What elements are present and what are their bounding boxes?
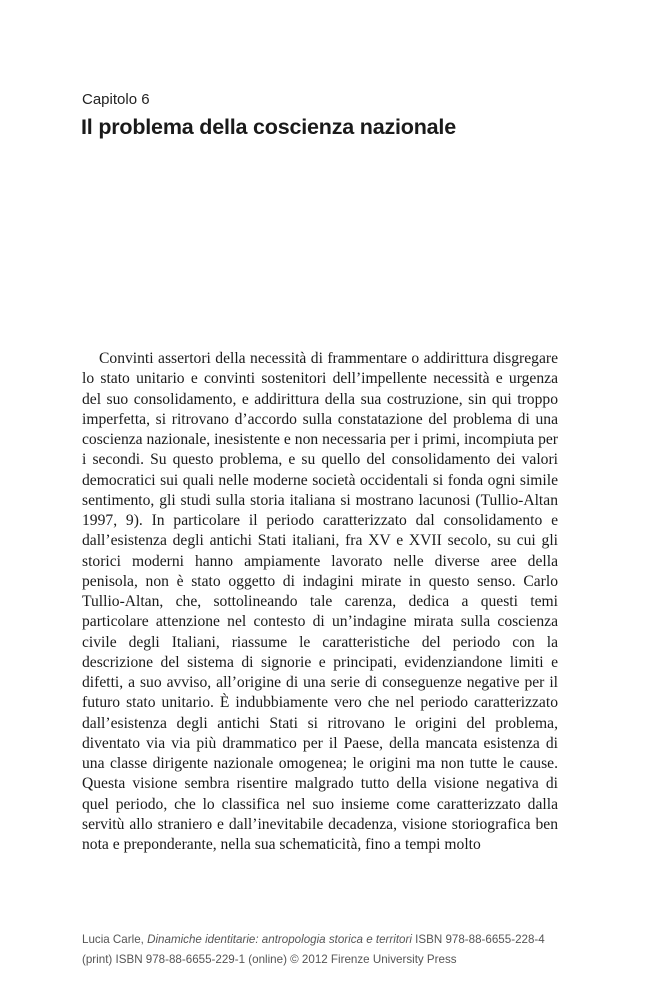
chapter-label: Capitolo 6: [82, 91, 150, 108]
footer-copyright: © 2012 Firenze University Press: [286, 953, 457, 966]
footer-isbn-online: ISBN 978-88-6655-229-1 (online): [112, 953, 287, 966]
page-footer: [82, 930, 562, 970]
footer-author: Lucia Carle,: [82, 933, 148, 946]
footer-isbn-print: ISBN 978-88-6655-228-4 (print): [82, 933, 545, 966]
footer-work-title: Dinamiche identitarie: antropologia storica e territori: [147, 933, 412, 946]
chapter-title: Il problema della coscienza nazionale: [81, 115, 456, 139]
body-paragraph: Convinti assertori della necessità di frammentare o addirittura disgregare lo stato unitario e convinti sostenitori dell’impellente necessità e urgenza del suo consolidamento, e addirittura della sua costruzione, sin qui troppo imperfetta, si ritrovano d’accordo sulla constatazione del problema di una coscienza nazionale, inesistente e non necessaria per i primi, incompiuta per i secondi. Su questo problema, e su quello del consolidamento dei valori democratici sui quali nelle moderne società occidentali si fonda ogni simile sentimento, gli studi sulla storia italiana si mostrano lacunosi (Tullio-Altan 1997, 9). In particolare il periodo caratterizzato dal consolidamento e dall’esistenza degli antichi Stati italiani, fra XV e XVII secolo, su cui gli storici moderni hanno ampiamente lavorato nelle diverse aree della penisola, non è stato oggetto di indagini mirate in questo senso. Carlo Tullio-Altan, che, sottolineando tale carenza, dedica a questi temi particolare attenzione nel contesto di un’indagine mirata sulla coscienza civile degli Italiani, riassume le caratteristiche del periodo con la descrizione del sistema di signorie e principati, evidenziandone limiti e difetti, a suo avviso, all’origine di una serie di conseguenze negative per il futuro stato unitario. È indubbiamente vero che nel periodo caratterizzato dall’esistenza degli antichi Stati si ritrovano le origini del problema, diventato via via più drammatico per il Paese, della mancata esistenza di una classe dirigente nazionale omogenea; le origini ma non tutte le cause. Questa visione sembra risentire malgrado tutto della visione negativa di quel periodo, che lo classifica nel suo insieme come caratterizzato dalla servitù allo straniero e dall’inevitabile decadenza, visione storiografica ben nota e preponderante, nella sua schematicità, fino a tempi molto: [82, 350, 558, 853]
